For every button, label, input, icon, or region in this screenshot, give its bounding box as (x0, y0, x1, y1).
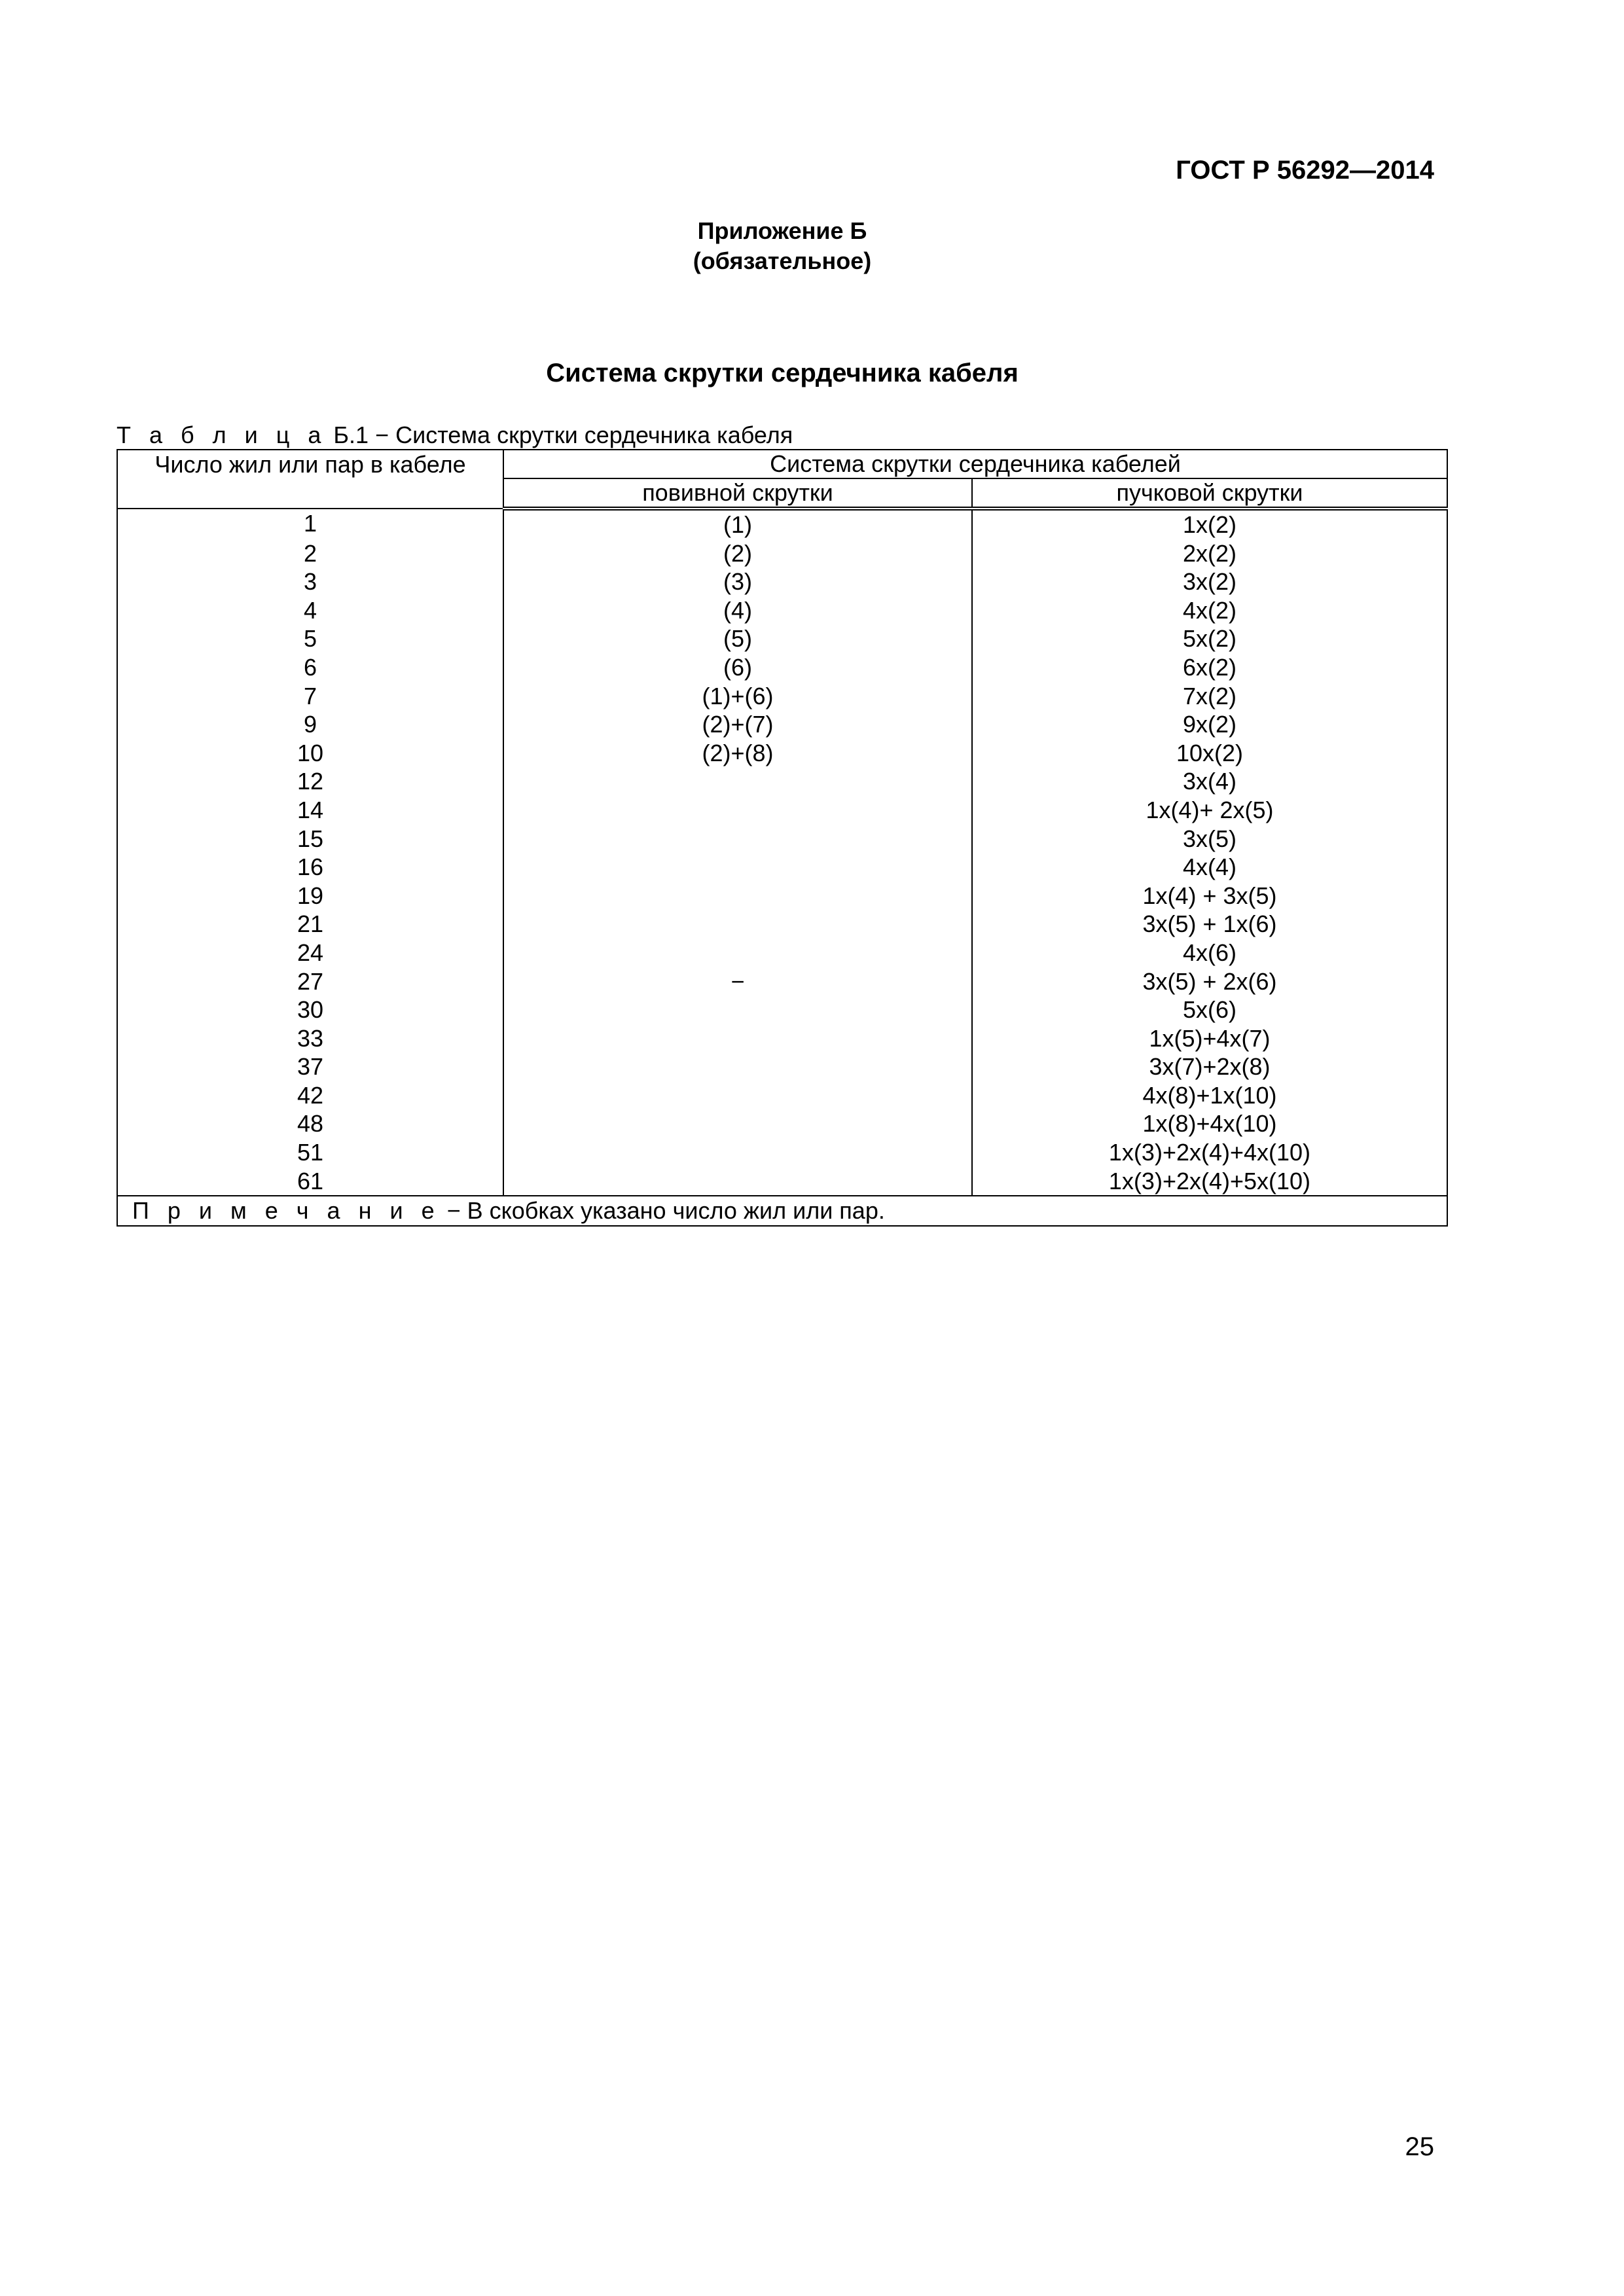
cell-bundled-twist: 4x(2) (972, 596, 1447, 625)
cell-conductor-count: 7 (117, 682, 503, 711)
header-bundled-twist: пучковой скрутки (972, 478, 1447, 509)
table-row (117, 767, 1447, 796)
cell-bundled-twist: 4x(8)+1x(10) (972, 1081, 1447, 1110)
cell-layered-twist: (1)+(6) (503, 682, 972, 711)
cell-bundled-twist: 6x(2) (972, 653, 1447, 682)
cell-conductor-count: 6 (117, 653, 503, 682)
cell-conductor-count: 14 (117, 796, 503, 825)
table-row (117, 682, 1447, 711)
cell-bundled-twist: 3x(7)+2x(8) (972, 1052, 1447, 1081)
table-caption-label: Т а б л и ц а (117, 422, 327, 448)
table-row (117, 710, 1447, 739)
cell-layered-twist: (4) (503, 596, 972, 625)
header-twist-system-group: Система скрутки сердечника кабелей (503, 450, 1447, 478)
table-body (117, 509, 1447, 1196)
table-note-text: − В скобках указано число жил или пар. (440, 1197, 885, 1225)
cell-bundled-twist: 5x(6) (972, 996, 1447, 1024)
cell-bundled-twist: 5x(2) (972, 624, 1447, 653)
cell-bundled-twist: 1x(2) (972, 509, 1447, 539)
page-number: 25 (1405, 2132, 1434, 2161)
cell-conductor-count: 21 (117, 910, 503, 939)
cell-bundled-twist: 3x(2) (972, 567, 1447, 596)
cell-conductor-count: 5 (117, 624, 503, 653)
cell-layered-twist-not-applicable: − (503, 767, 972, 1196)
table-caption-text: Б.1 − Система скрутки сердечника кабеля (327, 422, 793, 448)
cell-layered-twist: (3) (503, 567, 972, 596)
cell-conductor-count: 48 (117, 1109, 503, 1138)
cell-bundled-twist: 3x(5) + 1x(6) (972, 910, 1447, 939)
header-count-column: Число жил или пар в кабеле (117, 450, 503, 509)
table-caption (117, 422, 793, 449)
cell-conductor-count: 24 (117, 939, 503, 967)
cell-conductor-count: 33 (117, 1024, 503, 1053)
cell-conductor-count: 4 (117, 596, 503, 625)
cell-layered-twist: (2)+(7) (503, 710, 972, 739)
cell-bundled-twist: 3x(4) (972, 767, 1447, 796)
cell-bundled-twist: 4x(6) (972, 939, 1447, 967)
appendix-status: (обязательное) (693, 247, 872, 274)
cell-conductor-count: 10 (117, 739, 503, 768)
table-note-label: П р и м е ч а н и е (132, 1197, 441, 1225)
cell-bundled-twist: 4x(4) (972, 853, 1447, 882)
cell-layered-twist: (5) (503, 624, 972, 653)
cell-conductor-count: 37 (117, 1052, 503, 1081)
cell-conductor-count: 19 (117, 882, 503, 910)
cell-bundled-twist: 3x(5) (972, 825, 1447, 853)
cell-bundled-twist: 1x(3)+2x(4)+4x(10) (972, 1138, 1447, 1167)
cell-layered-twist: (2)+(8) (503, 739, 972, 768)
table-row (117, 509, 1447, 539)
section-title: Система скрутки сердечника кабеля (546, 359, 1019, 387)
cell-bundled-twist: 1x(4)+ 2x(5) (972, 796, 1447, 825)
cell-bundled-twist: 3x(5) + 2x(6) (972, 967, 1447, 996)
table-row (117, 739, 1447, 768)
cell-bundled-twist: 9x(2) (972, 710, 1447, 739)
table-row (117, 539, 1447, 568)
cell-conductor-count: 27 (117, 967, 503, 996)
cell-conductor-count: 51 (117, 1138, 503, 1167)
cell-conductor-count: 15 (117, 825, 503, 853)
table-row (117, 653, 1447, 682)
cell-conductor-count: 12 (117, 767, 503, 796)
table-row (117, 567, 1447, 596)
cell-layered-twist: (2) (503, 539, 972, 568)
cell-bundled-twist: 10x(2) (972, 739, 1447, 768)
document-code: ГОСТ Р 56292—2014 (1176, 156, 1434, 185)
cell-conductor-count: 61 (117, 1167, 503, 1196)
table-note (117, 1196, 1447, 1226)
table-row (117, 596, 1447, 625)
cell-conductor-count: 42 (117, 1081, 503, 1110)
cell-layered-twist: (6) (503, 653, 972, 682)
cell-conductor-count: 16 (117, 853, 503, 882)
appendix-title: Приложение Б (697, 217, 867, 244)
cell-bundled-twist: 7x(2) (972, 682, 1447, 711)
cell-conductor-count: 30 (117, 996, 503, 1024)
cell-bundled-twist: 2x(2) (972, 539, 1447, 568)
cell-layered-twist: (1) (503, 509, 972, 539)
cell-bundled-twist: 1x(8)+4x(10) (972, 1109, 1447, 1138)
cell-conductor-count: 1 (117, 509, 503, 539)
cell-bundled-twist: 1x(4) + 3x(5) (972, 882, 1447, 910)
cable-twist-table (117, 449, 1448, 1227)
table-row (117, 624, 1447, 653)
cell-bundled-twist: 1x(5)+4x(7) (972, 1024, 1447, 1053)
cell-conductor-count: 3 (117, 567, 503, 596)
cell-conductor-count: 9 (117, 710, 503, 739)
header-layered-twist: повивной скрутки (503, 478, 972, 509)
cell-bundled-twist: 1x(3)+2x(4)+5x(10) (972, 1167, 1447, 1196)
cell-conductor-count: 2 (117, 539, 503, 568)
